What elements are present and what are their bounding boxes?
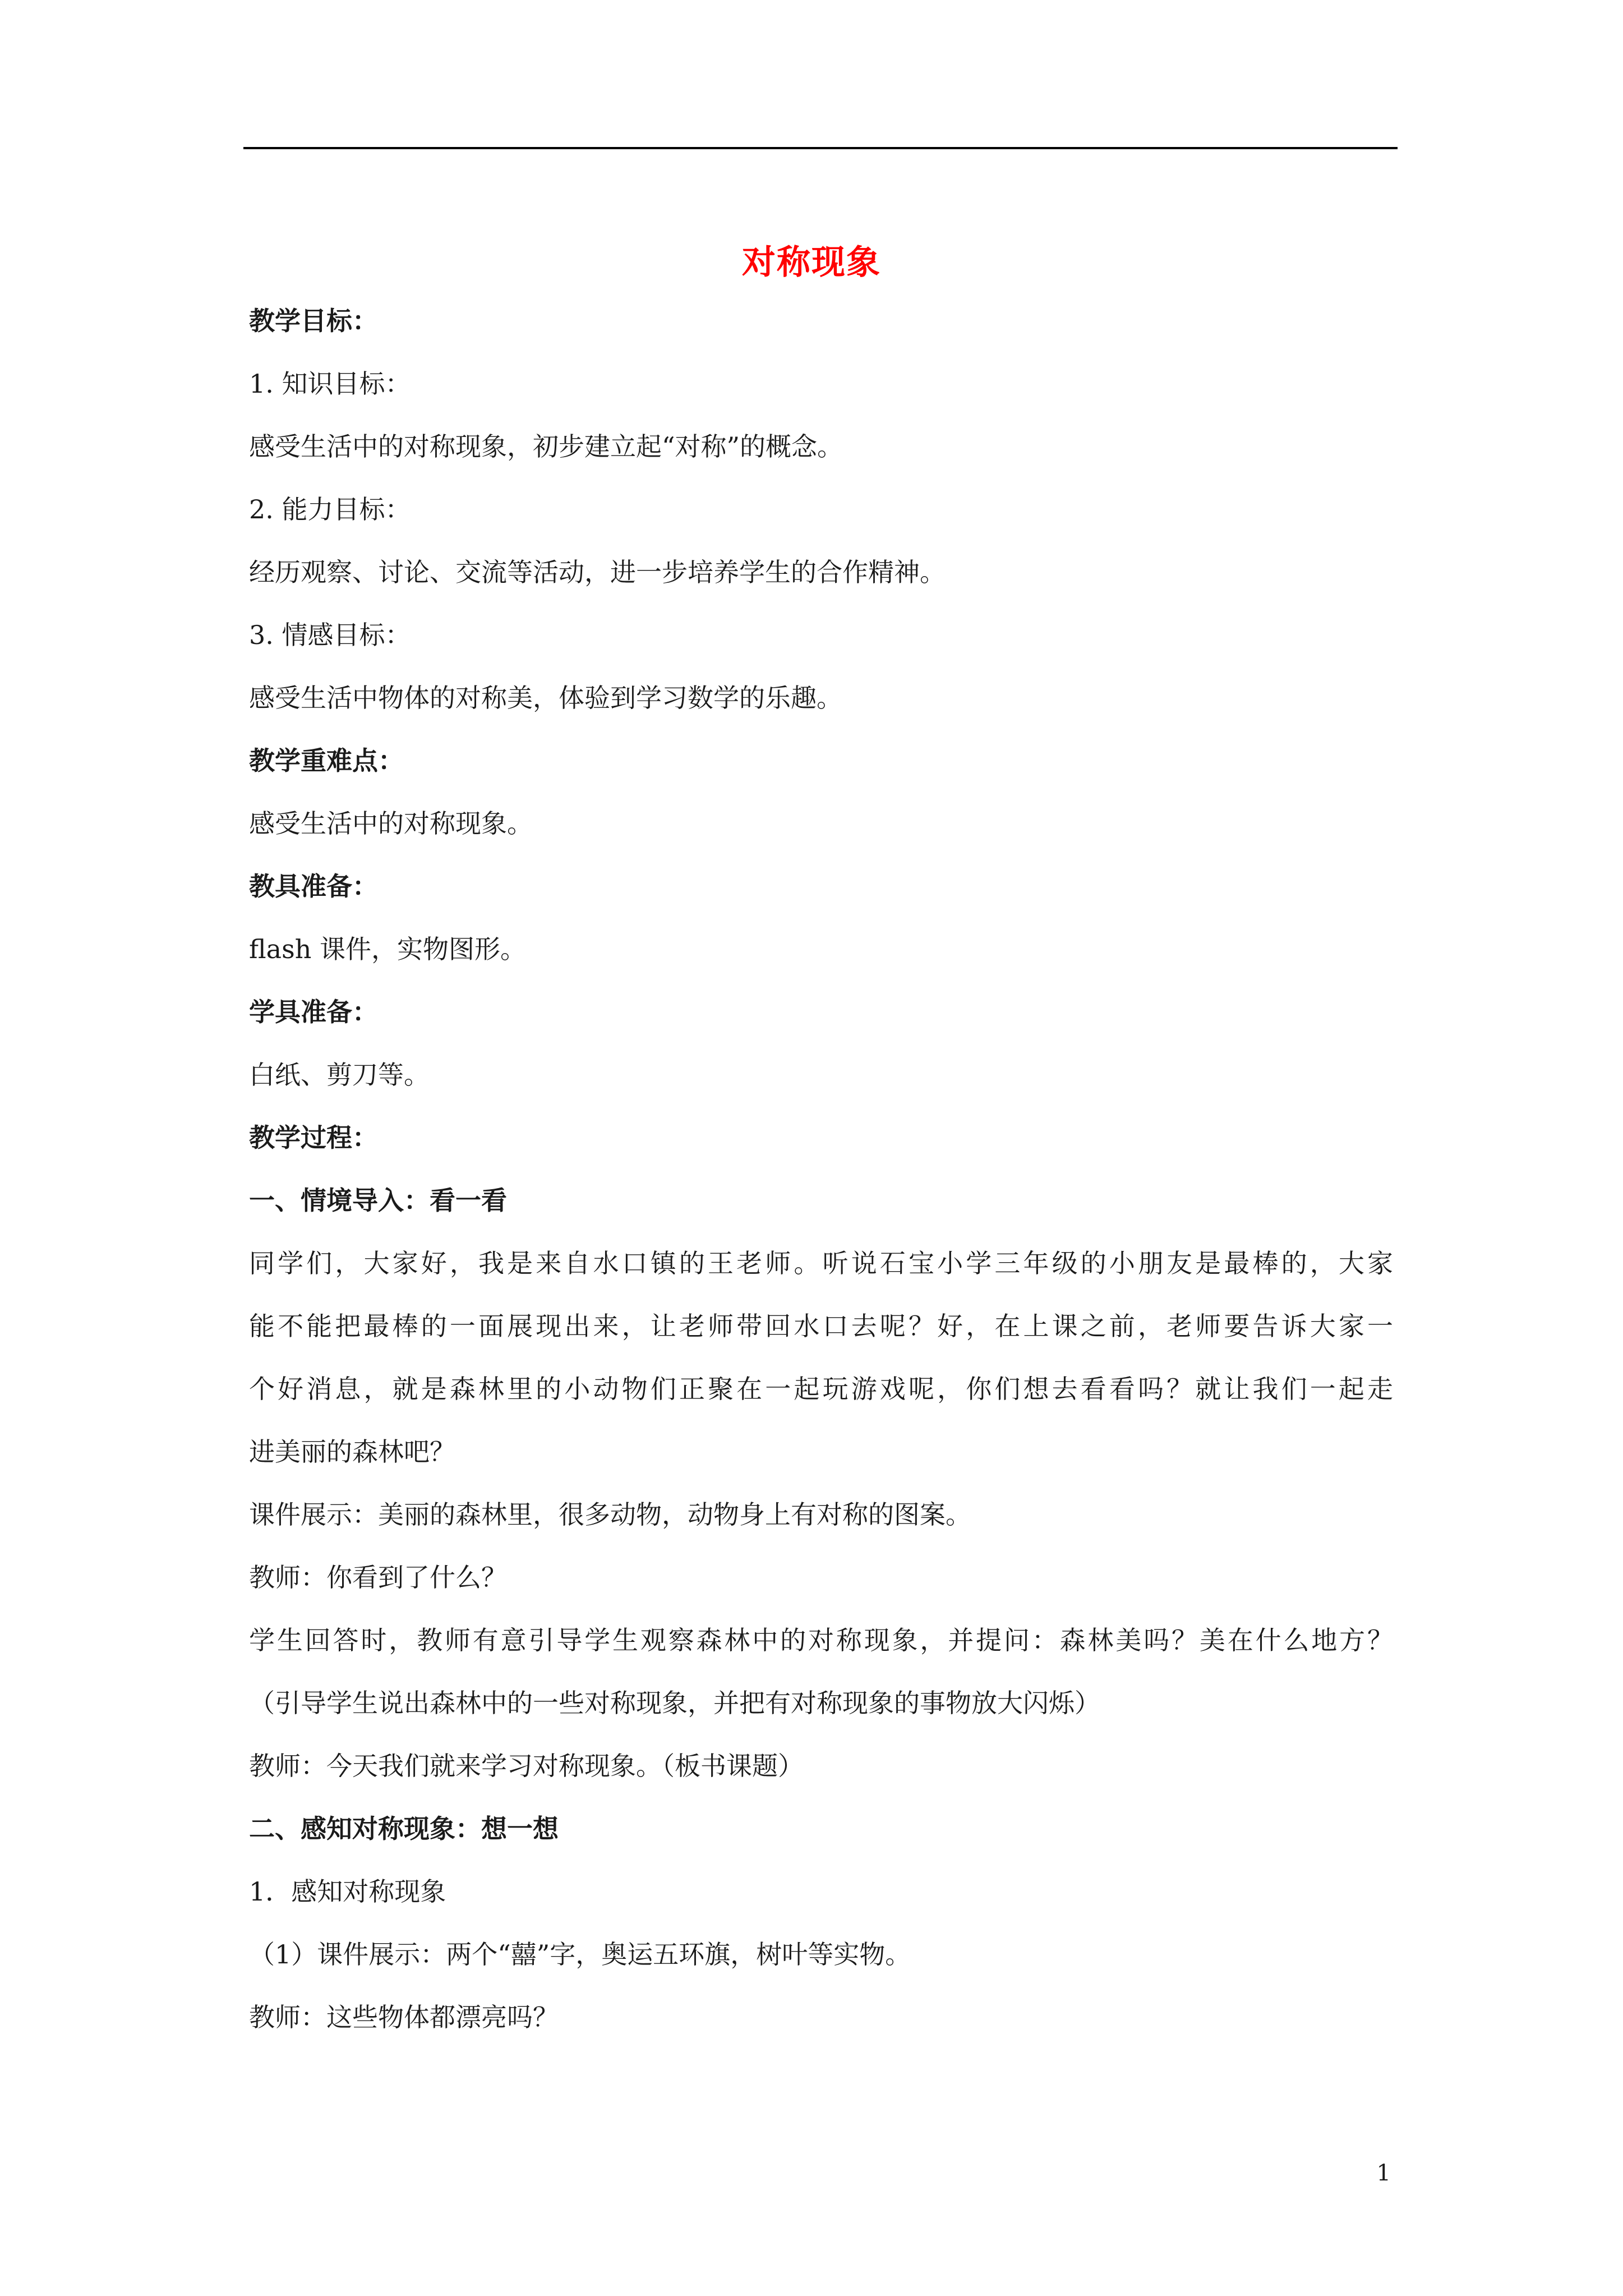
document-title: 对称现象 bbox=[742, 243, 881, 283]
page-number: 1 bbox=[1376, 2160, 1391, 2186]
body-line: flash 课件，实物图形。 bbox=[249, 934, 526, 964]
body-line: 教师：今天我们就来学习对称现象。（板书课题） bbox=[249, 1751, 804, 1781]
body-line: 课件展示：美丽的森林里，很多动物，动物身上有对称的图案。 bbox=[249, 1499, 971, 1530]
body-line: 学生回答时，教师有意引导学生观察森林中的对称现象，并提问：森林美吗？美在什么地方？ bbox=[249, 1625, 1393, 1655]
body-line: 1．感知对称现象 bbox=[249, 1876, 446, 1907]
section-heading: 学具准备： bbox=[249, 997, 378, 1027]
body-line: 同学们，大家好，我是来自水口镇的王老师。听说石宝小学三年级的小朋友是最棒的，大家 bbox=[249, 1248, 1393, 1278]
body-line: 3. 情感目标： bbox=[249, 620, 411, 650]
body-line: 白纸、剪刀等。 bbox=[249, 1060, 430, 1090]
section-heading: 教学过程： bbox=[249, 1122, 378, 1153]
section-heading: 教学重难点： bbox=[249, 746, 404, 776]
body-line: 进美丽的森林吧？ bbox=[249, 1437, 455, 1467]
body-line: 感受生活中的对称现象。 bbox=[249, 808, 533, 839]
section-heading: 教具准备： bbox=[249, 871, 378, 901]
body-line: （引导学生说出森林中的一些对称现象，并把有对称现象的事物放大闪烁） bbox=[249, 1688, 1100, 1718]
body-line: 1. 知识目标： bbox=[249, 369, 411, 399]
header-rule bbox=[243, 147, 1398, 149]
body-line: 能不能把最棒的一面展现出来，让老师带回水口去呢？好，在上课之前，老师要告诉大家一 bbox=[249, 1311, 1393, 1341]
section-heading: 二、感知对称现象：想一想 bbox=[249, 1814, 559, 1844]
body-line: （1）课件展示：两个“囍”字，奥运五环旗，树叶等实物。 bbox=[249, 1939, 911, 1970]
body-line: 感受生活中的对称现象，初步建立起“对称”的概念。 bbox=[249, 431, 843, 462]
section-heading: 教学目标： bbox=[249, 306, 378, 336]
body-line: 教师：这些物体都漂亮吗？ bbox=[249, 2002, 559, 2032]
section-heading: 一、情境导入：看一看 bbox=[249, 1185, 507, 1216]
body-line: 2. 能力目标： bbox=[249, 494, 411, 524]
body-line: 感受生活中物体的对称美，体验到学习数学的乐趣。 bbox=[249, 683, 842, 713]
body-line: 经历观察、讨论、交流等活动，进一步培养学生的合作精神。 bbox=[249, 557, 946, 587]
body-line: 个好消息，就是森林里的小动物们正聚在一起玩游戏呢，你们想去看看吗？就让我们一起走 bbox=[249, 1374, 1393, 1404]
body-line: 教师：你看到了什么？ bbox=[249, 1562, 507, 1593]
